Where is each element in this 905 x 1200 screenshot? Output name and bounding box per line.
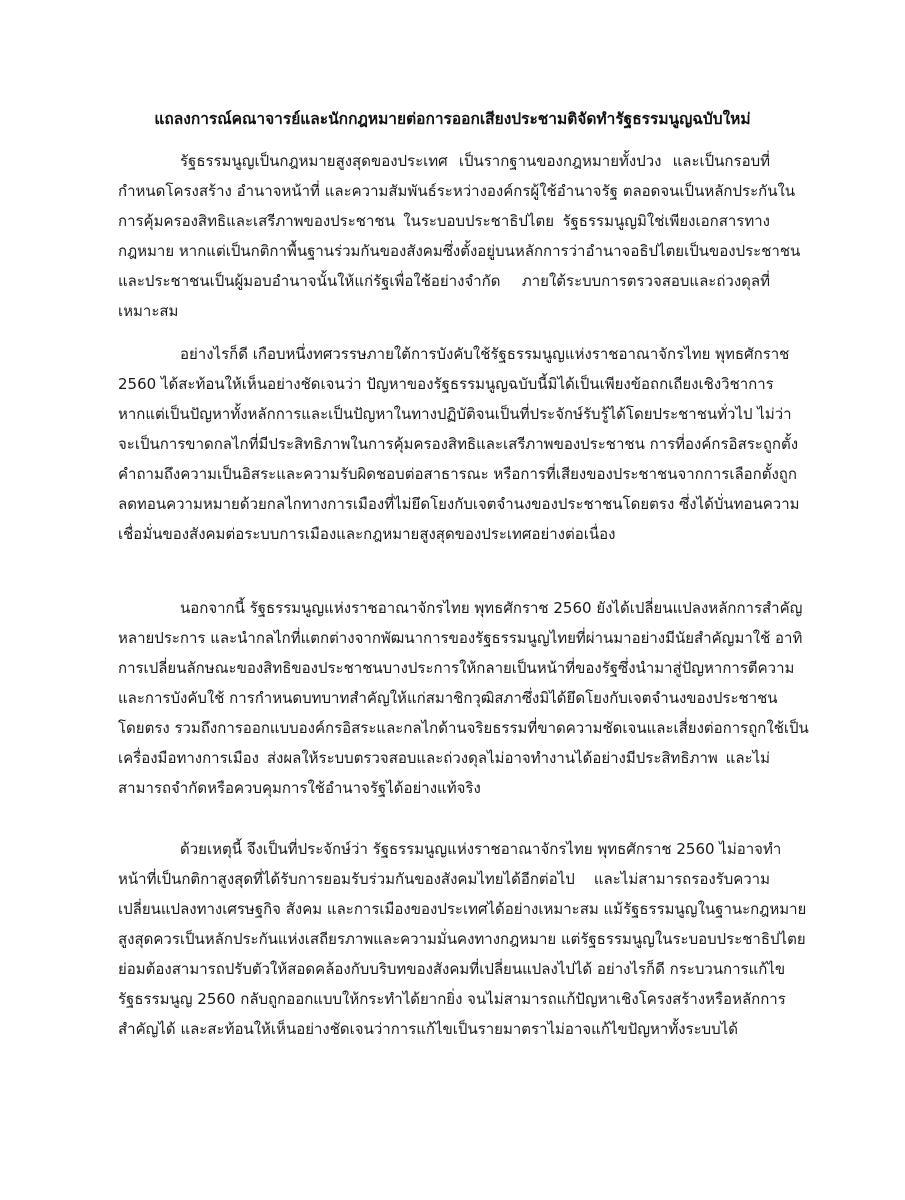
document-title: แถลงการณ์คณาจารย์และนักกฎหมายต่อการออกเสียงประชามติจัดทำรัฐธรรมนูญฉบับใหม่ xyxy=(154,110,751,128)
paragraph-line: การคุ้มครองสิทธิและเสรีภาพของประชาชน ในระบอบประชาธิปไตย รัฐธรรมนูญมิใช่เพียงเอกสารทาง xyxy=(118,212,770,230)
paragraph-line: และประชาชนเป็นผู้มอบอำนาจนั้นให้แก่รัฐเพื่อใช้อย่างจำกัด ภายใต้ระบบการตรวจสอบและถ่วงดุลที่ xyxy=(118,272,770,290)
paragraph-1 xyxy=(118,146,801,326)
paragraph-line: หากแต่เป็นปัญหาทั้งหลักการและเป็นปัญหาในทางปฏิบัติจนเป็นที่ประจักษ์รับรู้ได้โดยประชาชนทั่วไป ไม่ว่า xyxy=(118,405,792,423)
paragraph-line: หน้าที่เป็นกติกาสูงสุดที่ได้รับการยอมรับร่วมกันของสังคมไทยได้อีกต่อไป และไม่สามารถรองรับความ xyxy=(118,870,770,888)
paragraph-line: ลดทอนความหมายด้วยกลไกทางการเมืองที่ไม่ยึดโยงกับเจตจำนงของประชาชนโดยตรง ซึ่งได้บั่นทอนความ xyxy=(118,495,800,513)
paragraph-line: ย่อมต้องสามารถปรับตัวให้สอดคล้องกับบริบทของสังคมที่เปลี่ยนแปลงไปได้ อย่างไรก็ดี กระบวนการแก้ไข xyxy=(118,960,786,978)
paragraph-line: เชื่อมั่นของสังคมต่อระบบการเมืองและกฎหมายสูงสุดของประเทศอย่างต่อเนื่อง xyxy=(118,525,616,543)
paragraph-line: นอกจากนี้ รัฐธรรมนูญแห่งราชอาณาจักรไทย พุทธศักราช 2560 ยังได้เปลี่ยนแปลงหลักการสำคัญ xyxy=(180,599,803,617)
paragraph-2 xyxy=(118,339,800,549)
paragraph-line: สำคัญได้ และสะท้อนให้เห็นอย่างชัดเจนว่าการแก้ไขเป็นรายมาตราไม่อาจแก้ไขปัญหาทั้งระบบได้ xyxy=(118,1020,738,1038)
paragraph-line: รัฐธรรมนูญเป็นกฎหมายสูงสุดของประเทศ เป็นรากฐานของกฎหมายทั้งปวง และเป็นกรอบที่ xyxy=(180,152,770,170)
paragraph-line: เหมาะสม xyxy=(118,302,179,320)
paragraph-line: รัฐธรรมนูญ 2560 กลับถูกออกแบบให้กระทำได้ยากยิ่ง จนไม่สามารถแก้ปัญหาเชิงโครงสร้างหรือหลักการ xyxy=(118,990,786,1008)
paragraph-line: สูงสุดควรเป็นหลักประกันแห่งเสถียรภาพและความมั่นคงทางกฎหมาย แต่รัฐธรรมนูญในระบอบประชาธิปไตย xyxy=(118,930,806,948)
paragraph-3 xyxy=(118,593,809,803)
paragraph-line: 2560 ได้สะท้อนให้เห็นอย่างชัดเจนว่า ปัญหาของรัฐธรรมนูญฉบับนี้มิได้เป็นเพียงข้อถกเถียงเชิงวิชาการ xyxy=(118,375,774,393)
paragraph-line: กฎหมาย หากแต่เป็นกติกาพื้นฐานร่วมกันของสังคมซึ่งตั้งอยู่บนหลักการว่าอำนาจอธิปไตยเป็นของประชาชน xyxy=(118,242,801,260)
paragraph-line: คำถามถึงความเป็นอิสระและความรับผิดชอบต่อสาธารณะ หรือการที่เสียงของประชาชนจากการเลือกตั้งถูก xyxy=(118,465,797,483)
paragraph-line: หลายประการ และนำกลไกที่แตกต่างจากพัฒนาการของรัฐธรรมนูญไทยที่ผ่านมาอย่างมีนัยสำคัญมาใช้ อาทิ xyxy=(118,629,803,647)
paragraph-line: สามารถจำกัดหรือควบคุมการใช้อำนาจรัฐได้อย่างแท้จริง xyxy=(118,779,481,797)
paragraph-line: การเปลี่ยนลักษณะของสิทธิของประชาชนบางประการให้กลายเป็นหน้าที่ของรัฐซึ่งนำมาสู่ปัญหาการตีความ xyxy=(118,659,795,677)
paragraph-line: เปลี่ยนแปลงทางเศรษฐกิจ สังคม และการเมืองของประเทศได้อย่างเหมาะสม แม้รัฐธรรมนูญในฐานะกฎหมาย xyxy=(118,900,807,918)
paragraph-line: เครื่องมือทางการเมือง ส่งผลให้ระบบตรวจสอบและถ่วงดุลไม่อาจทำงานได้อย่างมีประสิทธิภาพ และไม่ xyxy=(118,749,770,767)
paragraph-line: ด้วยเหตุนี้ จึงเป็นที่ประจักษ์ว่า รัฐธรรมนูญแห่งราชอาณาจักรไทย พุทธศักราช 2560 ไม่อาจทำ xyxy=(180,840,782,858)
paragraph-line: และการบังคับใช้ การกำหนดบทบาทสำคัญให้แก่สมาชิกวุฒิสภาซึ่งมิได้ยึดโยงกับเจตจำนงของประชาชน xyxy=(118,689,778,707)
paragraph-4 xyxy=(118,834,807,1044)
paragraph-line: อย่างไรก็ดี เกือบหนึ่งทศวรรษภายใต้การบังคับใช้รัฐธรรมนูญแห่งราชอาณาจักรไทย พุทธศักราช xyxy=(180,345,790,363)
paragraph-line: จะเป็นการขาดกลไกที่มีประสิทธิภาพในการคุ้มครองสิทธิและเสรีภาพของประชาชน การที่องค์กรอิสระถูกตั้ง xyxy=(118,435,799,453)
paragraph-line: กำหนดโครงสร้าง อำนาจหน้าที่ และความสัมพันธ์ระหว่างองค์กรผู้ใช้อำนาจรัฐ ตลอดจนเป็นหลักประกันใน xyxy=(118,182,796,200)
paragraph-line: โดยตรง รวมถึงการออกแบบองค์กรอิสระและกลไกด้านจริยธรรมที่ขาดความชัดเจนและเสี่ยงต่อการถูกใช้เป็น xyxy=(118,719,809,737)
